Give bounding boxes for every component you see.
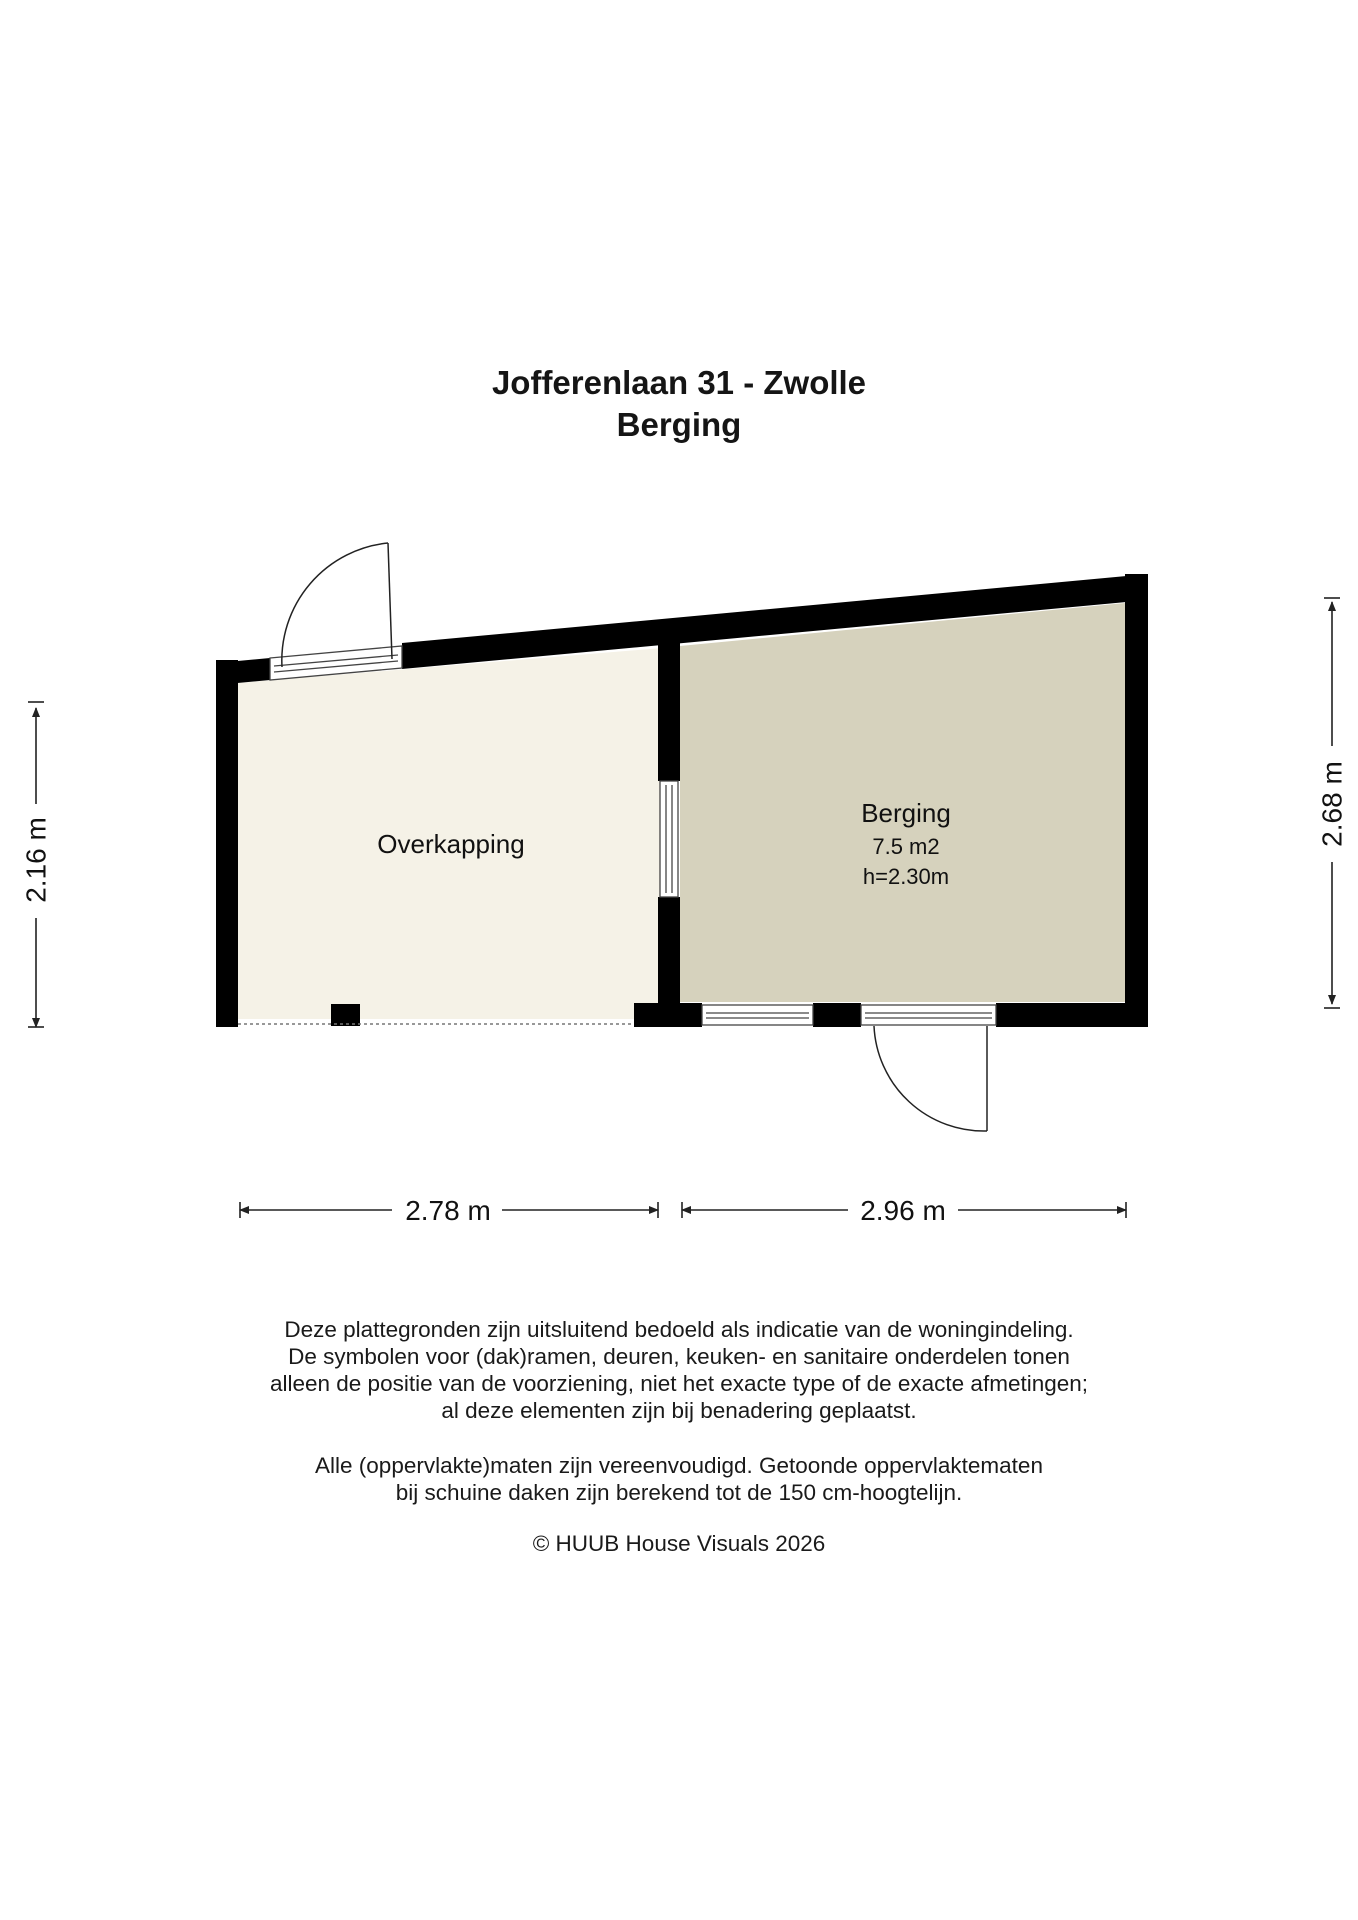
bottom-door-swing [874,1026,987,1131]
column [331,1004,360,1026]
disclaimer-line: Deze plattegronden zijn uitsluitend bedoeld als indicatie van de woningindeling. [284,1317,1074,1342]
bottom-wall-mid [813,1003,861,1027]
disclaimer-block-2 [0,1452,1358,1506]
bottom-door-frame [861,1005,996,1025]
bottom-right-width-label: 2.96 m [860,1195,946,1226]
partition-wall-upper [658,630,680,781]
partition-window [660,781,678,897]
disclaimer-block [0,1316,1358,1424]
plan-floor-title: Berging [616,406,742,443]
berging-room-name: Berging [861,798,951,828]
bottom-wall-right [996,1003,1148,1027]
left-wall [216,660,238,1027]
disclaimer-line: bij schuine daken zijn berekend tot de 150 cm-hoogtelijn. [395,1480,963,1505]
bottom-wall-mid-left [634,1003,702,1027]
bottom-left-width-label: 2.78 m [405,1195,491,1226]
right-height-label: 2.68 m [1316,761,1348,847]
bottom-window [702,1005,813,1025]
disclaimer-line: De symbolen voor (dak)ramen, deuren, keuken- en sanitaire onderdelen tonen [288,1344,1070,1369]
left-height-label: 2.16 m [20,817,52,903]
berging-room-area: 7.5 m2 [872,834,940,859]
disclaimer-line: alleen de positie van de voorziening, niet het exacte type of de exacte afmetingen; [269,1371,1089,1396]
berging-room-height: h=2.30m [862,864,950,889]
disclaimer-line: Alle (oppervlakte)maten zijn vereenvoudigd. Getoonde oppervlaktematen [315,1453,1043,1478]
overkapping-room-name: Overkapping [377,829,525,859]
copyright-notice: © HUUB House Visuals 2026 [532,1531,826,1556]
disclaimer-line: al deze elementen zijn bij benadering geplaatst. [441,1398,917,1423]
right-wall [1125,574,1148,1027]
plan-address-title: Jofferenlaan 31 - Zwolle [491,364,867,401]
